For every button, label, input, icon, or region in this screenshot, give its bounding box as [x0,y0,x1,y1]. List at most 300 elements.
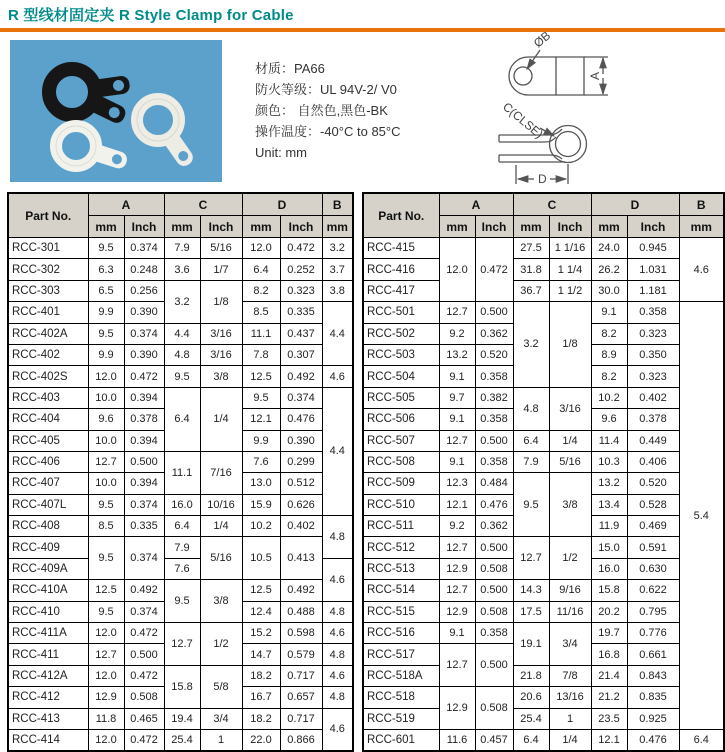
dim-cell: 7.6 [164,558,200,579]
dim-cell: 10.0 [88,430,124,451]
col-subheader: mm [439,216,475,238]
dim-cell: 4.4 [322,387,353,515]
dim-cell: 12.0 [88,366,124,387]
table-row [8,516,353,537]
table-row [363,623,724,644]
part-no-cell: RCC-301 [8,238,88,259]
dim-cell: 12.4 [242,601,280,622]
dim-cell: 3/8 [200,580,242,623]
dim-cell: 9.5 [164,366,200,387]
dim-cell: 16.0 [164,494,200,515]
dim-cell: 8.2 [591,323,627,344]
dim-cell: 4.6 [322,558,353,601]
dim-cell: 21.8 [513,665,549,686]
clamp-top-view [509,57,584,95]
dim-cell: 9.1 [439,366,475,387]
dim-cell: 0.402 [627,387,679,408]
dim-cell: 0.500 [475,537,513,558]
table-row [363,473,724,494]
col-header-part: Part No. [8,193,88,238]
col-subheader: mm [88,216,124,238]
table-row [363,387,724,408]
part-no-cell: RCC-405 [8,430,88,451]
dim-cell: 15.8 [164,665,200,708]
dim-cell: 0.374 [124,238,164,259]
col-subheader: Inch [124,216,164,238]
dim-cell: 4.8 [322,687,353,708]
dim-cell: 4.6 [322,708,353,751]
dim-cell: 11.4 [591,430,627,451]
dim-cell: 15.8 [591,580,627,601]
table-row [363,537,724,558]
dim-cell: 9.1 [439,409,475,430]
dim-cell: 9.2 [439,516,475,537]
col-subheader: Inch [627,216,679,238]
dim-cell: 9.9 [242,430,280,451]
dim-cell: 0.492 [124,580,164,601]
part-no-cell: RCC-511 [363,516,439,537]
dim-cell: 0.500 [475,644,513,687]
part-no-cell: RCC-506 [363,409,439,430]
dim-cell: 0.406 [627,451,679,472]
dim-cell: 4.6 [322,623,353,644]
part-no-cell: RCC-504 [363,366,439,387]
dim-cell: 20.2 [591,601,627,622]
col-header-d: D [591,193,679,216]
dim-cell: 15.2 [242,623,280,644]
dim-cell: 10.2 [591,387,627,408]
dim-cell: 1/2 [549,537,591,580]
dim-cell: 7.9 [164,238,200,259]
dim-cell: 0.323 [627,366,679,387]
dim-cell: 31.8 [513,259,549,280]
table-row [363,238,724,259]
dim-cell: 0.358 [475,366,513,387]
table-row [363,580,724,601]
dim-cell: 3.2 [513,302,549,388]
part-no-cell: RCC-402A [8,323,88,344]
dim-cell: 12.0 [242,238,280,259]
dim-cell: 0.579 [280,644,322,665]
dim-cell: 9.6 [88,409,124,430]
part-no-cell: RCC-406 [8,451,88,472]
label-close: C(CLSE) [500,99,546,142]
dim-cell: 0.488 [280,601,322,622]
dim-cell: 0.374 [124,601,164,622]
dim-cell: 9.7 [439,387,475,408]
part-no-cell: RCC-501 [363,302,439,323]
col-subheader: mm [513,216,549,238]
col-header-part: Part No. [363,193,439,238]
dim-cell: 12.1 [439,494,475,515]
table-row [8,280,353,301]
dim-cell: 23.5 [591,708,627,729]
dim-cell: 0.925 [627,708,679,729]
col-header-b: B [322,193,353,216]
dim-cell: 5/16 [200,537,242,580]
dim-cell: 1/4 [549,729,591,751]
part-no-cell: RCC-408 [8,516,88,537]
dim-cell: 13.4 [591,494,627,515]
dim-cell: 0.795 [627,601,679,622]
part-no-cell: RCC-407 [8,473,88,494]
part-no-cell: RCC-415 [363,238,439,259]
part-no-cell: RCC-403 [8,387,88,408]
table-row [8,665,353,686]
dim-cell: 0.591 [627,537,679,558]
part-no-cell: RCC-515 [363,601,439,622]
spec-table-left [7,192,354,752]
dim-cell: 19.7 [591,623,627,644]
dim-cell: 26.2 [591,259,627,280]
dim-cell: 15.9 [242,494,280,515]
dim-cell: 5/16 [549,451,591,472]
dim-cell: 0.717 [280,665,322,686]
part-no-cell: RCC-409 [8,537,88,558]
dim-cell: 0.394 [124,473,164,494]
dim-cell: 0.307 [280,344,322,365]
dim-cell: 5.4 [679,302,724,730]
dim-cell: 9.5 [88,494,124,515]
dim-cell: 0.472 [280,238,322,259]
dim-cell: 0.323 [280,280,322,301]
dim-cell: 1 [200,729,242,751]
dim-cell: 9.1 [439,451,475,472]
dim-cell: 10.5 [242,537,280,580]
table-row [8,729,353,751]
dim-cell: 7.9 [164,537,200,558]
col-header-c: C [164,193,242,216]
part-no-cell: RCC-413 [8,708,88,729]
dim-cell: 3/8 [549,473,591,537]
dim-cell: 0.945 [627,238,679,259]
part-no-cell: RCC-518A [363,665,439,686]
dim-cell: 8.2 [242,280,280,301]
dim-cell: 0.622 [627,580,679,601]
part-no-cell: RCC-518 [363,687,439,708]
info-color: 颜色： 自然色,黑色-BK [255,103,388,118]
dim-cell: 0.374 [124,323,164,344]
dim-cell: 0.500 [475,580,513,601]
part-no-cell: RCC-416 [363,259,439,280]
dim-cell: 0.323 [627,323,679,344]
part-no-cell: RCC-516 [363,623,439,644]
part-no-cell: RCC-412A [8,665,88,686]
dim-cell: 0.256 [124,280,164,301]
product-photo [10,40,222,182]
dim-cell: 13.0 [242,473,280,494]
dim-cell: 12.1 [242,409,280,430]
dim-cell: 6.4 [242,259,280,280]
page-title: R 型线材固定夹 R Style Clamp for Cable [8,7,294,24]
dim-cell: 0.472 [124,729,164,751]
col-subheader: Inch [549,216,591,238]
dim-cell: 0.520 [627,473,679,494]
dim-cell: 0.382 [475,387,513,408]
info-material: 材质：PA66 [255,61,325,76]
dim-cell: 12.3 [439,473,475,494]
dim-cell: 4.6 [679,238,724,302]
col-subheader: mm [242,216,280,238]
dim-cell: 21.2 [591,687,627,708]
dim-cell: 0.378 [124,409,164,430]
table-row [8,238,353,259]
part-no-cell: RCC-411A [8,623,88,644]
col-subheader: Inch [280,216,322,238]
dim-cell: 1.031 [627,259,679,280]
table-row [363,601,724,622]
dim-cell: 0.472 [124,665,164,686]
dim-cell: 5/8 [200,665,242,708]
col-header-c: C [513,193,591,216]
dim-cell: 18.2 [242,665,280,686]
dim-cell: 12.9 [88,687,124,708]
dim-cell: 12.7 [88,644,124,665]
part-no-cell: RCC-507 [363,430,439,451]
dim-cell: 0.508 [475,601,513,622]
part-no-cell: RCC-502 [363,323,439,344]
dim-cell: 7/8 [549,665,591,686]
dim-cell: 0.500 [124,644,164,665]
dim-cell: 0.484 [475,473,513,494]
part-no-cell: RCC-601 [363,729,439,751]
dim-cell: 0.472 [475,238,513,302]
table-row [8,623,353,644]
dim-cell: 0.394 [124,430,164,451]
dim-cell: 18.2 [242,708,280,729]
part-no-cell: RCC-402 [8,344,88,365]
part-no-cell: RCC-512 [363,537,439,558]
dim-cell: 9.5 [513,473,549,537]
dim-cell: 3/16 [200,323,242,344]
dim-cell: 6.4 [513,430,549,451]
dim-cell: 0.476 [475,494,513,515]
table-row [363,280,724,301]
dim-cell: 4.8 [322,516,353,559]
dim-cell: 11.1 [164,451,200,494]
dim-cell: 0.835 [627,687,679,708]
table-row [363,665,724,686]
dim-cell: 0.358 [475,451,513,472]
spec-table-right [362,192,725,752]
dim-cell: 0.335 [280,302,322,323]
dim-cell: 0.362 [475,516,513,537]
dim-cell: 0.500 [475,302,513,323]
dim-cell: 9.1 [591,302,627,323]
dim-cell: 1 [549,708,591,729]
dim-cell: 12.7 [88,451,124,472]
dim-cell: 11.1 [242,323,280,344]
dim-cell: 0.472 [124,366,164,387]
part-no-cell: RCC-410A [8,580,88,601]
dim-cell: 7/16 [200,451,242,494]
dim-cell: 12.0 [88,623,124,644]
table-row [363,259,724,280]
dim-cell: 4.6 [322,366,353,387]
dim-cell: 0.358 [475,623,513,644]
part-no-cell: RCC-510 [363,494,439,515]
table-row [363,708,724,729]
dim-cell: 25.4 [164,729,200,751]
dim-cell: 19.4 [164,708,200,729]
dim-cell: 8.5 [242,302,280,323]
dim-cell: 0.252 [280,259,322,280]
part-no-cell: RCC-509 [363,473,439,494]
dim-cell: 1/4 [200,387,242,451]
dim-cell: 10.0 [88,387,124,408]
info-unit: Unit: mm [255,145,307,160]
label-dim-a: A [588,71,602,80]
col-header-a: A [88,193,164,216]
part-no-cell: RCC-414 [8,729,88,751]
dim-cell: 0.630 [627,558,679,579]
dim-cell: 10/16 [200,494,242,515]
dim-cell: 8.5 [88,516,124,537]
dim-cell: 36.7 [513,280,549,301]
dim-cell: 0.449 [627,430,679,451]
dim-cell: 25.4 [513,708,549,729]
table-row [8,344,353,365]
dim-cell: 0.362 [475,323,513,344]
table-row [363,302,724,323]
dim-cell: 0.465 [124,708,164,729]
dim-cell: 22.0 [242,729,280,751]
part-no-cell: RCC-514 [363,580,439,601]
dim-cell: 1 1/4 [549,259,591,280]
dim-cell: 13.2 [591,473,627,494]
dim-cell: 7.6 [242,451,280,472]
dim-cell: 12.0 [88,665,124,686]
dim-cell: 16.7 [242,687,280,708]
dim-cell: 1/4 [549,430,591,451]
dim-cell: 30.0 [591,280,627,301]
dim-cell: 0.390 [124,344,164,365]
dim-cell: 1/7 [200,259,242,280]
dim-cell: 12.5 [242,580,280,601]
part-no-cell: RCC-508 [363,451,439,472]
dim-cell: 11.9 [591,516,627,537]
dim-cell: 6.4 [679,729,724,751]
dim-cell: 1/4 [200,516,242,537]
dim-cell: 9.5 [164,580,200,623]
part-no-cell: RCC-409A [8,558,88,579]
col-subheader: Inch [475,216,513,238]
dim-cell: 3/16 [200,344,242,365]
dim-cell: 4.8 [513,387,549,430]
col-subheader: mm [322,216,353,238]
col-header-a: A [439,193,513,216]
dim-cell: 4.4 [164,323,200,344]
table-row [363,430,724,451]
dim-cell: 6.4 [513,729,549,751]
dim-cell: 0.717 [280,708,322,729]
dim-cell: 1.181 [627,280,679,301]
dim-cell: 14.3 [513,580,549,601]
dim-cell: 7.9 [513,451,549,472]
col-subheader: mm [591,216,627,238]
dim-cell: 0.866 [280,729,322,751]
dim-cell: 12.9 [439,687,475,730]
dim-cell: 0.457 [475,729,513,751]
dim-cell: 0.472 [124,623,164,644]
dim-cell: 9.5 [88,238,124,259]
part-no-cell: RCC-402S [8,366,88,387]
dim-cell: 0.374 [124,537,164,580]
col-subheader: mm [164,216,200,238]
part-no-cell: RCC-412 [8,687,88,708]
dim-cell: 0.492 [280,366,322,387]
dim-cell: 12.7 [439,537,475,558]
dim-cell: 0.374 [124,494,164,515]
dim-cell: 3/16 [549,387,591,430]
dim-cell: 4.8 [322,644,353,665]
dim-cell: 4.6 [322,665,353,686]
dim-cell: 12.0 [88,729,124,751]
dim-cell: 0.520 [475,344,513,365]
dim-cell: 15.0 [591,537,627,558]
dim-cell: 9.9 [88,344,124,365]
info-temperature: 操作温度：-40°C to 85°C [255,124,401,139]
dim-cell: 9.5 [88,323,124,344]
dim-cell: 24.0 [591,238,627,259]
dim-cell: 0.476 [280,409,322,430]
dim-cell: 3.8 [322,280,353,301]
dim-cell: 1/2 [200,623,242,666]
dim-cell: 6.5 [88,280,124,301]
dim-cell: 0.358 [627,302,679,323]
dim-cell: 27.5 [513,238,549,259]
dim-cell: 12.7 [439,644,475,687]
dim-cell: 9.1 [439,623,475,644]
dim-cell: 5/16 [200,238,242,259]
dim-cell: 3.2 [164,280,200,323]
dim-cell: 0.508 [475,558,513,579]
dim-cell: 8.2 [591,366,627,387]
table-row [8,366,353,387]
dim-cell: 12.5 [88,580,124,601]
dim-cell: 12.9 [439,601,475,622]
dim-cell: 0.469 [627,516,679,537]
part-no-cell: RCC-401 [8,302,88,323]
dim-cell: 6.4 [164,387,200,451]
dim-cell: 6.4 [164,516,200,537]
dim-cell: 19.1 [513,623,549,666]
dim-cell: 0.374 [280,387,322,408]
dim-cell: 0.492 [280,580,322,601]
dim-cell: 12.7 [164,623,200,666]
dim-cell: 14.7 [242,644,280,665]
dim-cell: 3.7 [322,259,353,280]
dim-cell: 0.299 [280,451,322,472]
dim-cell: 9.9 [88,302,124,323]
dim-cell: 11.8 [88,708,124,729]
part-no-cell: RCC-519 [363,708,439,729]
part-no-cell: RCC-517 [363,644,439,665]
dim-cell: 3.6 [164,259,200,280]
dim-cell: 0.390 [124,302,164,323]
table-row [8,387,353,408]
dim-cell: 12.9 [439,558,475,579]
dim-cell: 0.413 [280,537,322,580]
dim-cell: 0.512 [280,473,322,494]
dim-cell: 9.5 [88,601,124,622]
dim-cell: 0.508 [124,687,164,708]
dim-cell: 16.8 [591,644,627,665]
dim-cell: 0.657 [280,687,322,708]
dim-cell: 4.4 [322,302,353,366]
table-row [8,494,353,515]
dim-cell: 0.394 [124,387,164,408]
